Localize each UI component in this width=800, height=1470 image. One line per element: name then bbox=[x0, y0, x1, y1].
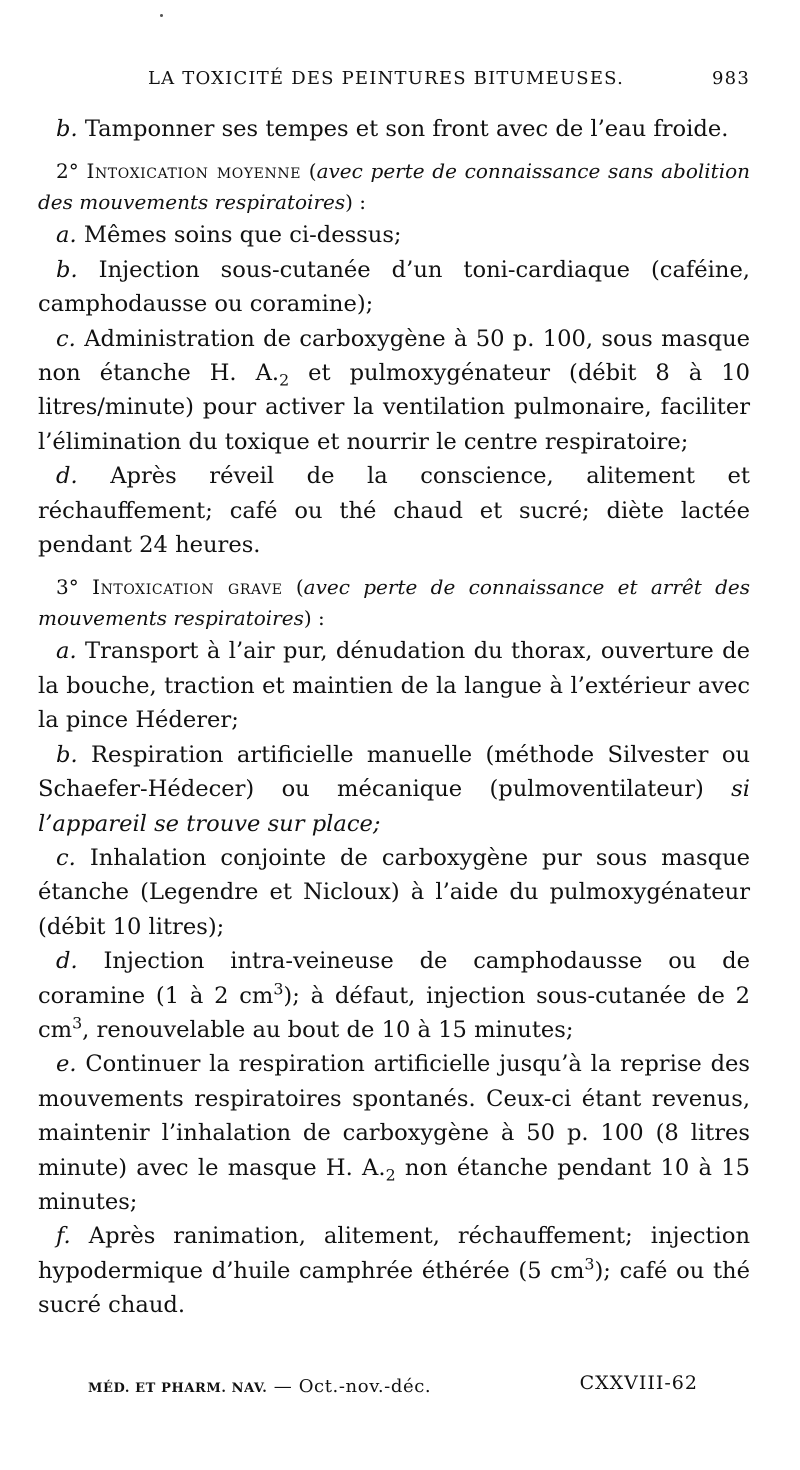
item-3d bbox=[38, 944, 750, 1047]
item-label: f. bbox=[56, 1223, 71, 1250]
colon: : bbox=[352, 190, 367, 215]
page-footer bbox=[38, 1372, 750, 1402]
item-text-cont: , renouvelable au bout de 10 à 15 minutes; bbox=[82, 1016, 574, 1043]
running-title: LA TOXICITÉ DES PEINTURES BITUMEUSES. bbox=[148, 68, 624, 89]
paren-open: ( bbox=[295, 575, 304, 600]
item-text: Tamponner ses tempes et son front avec de l’eau froide. bbox=[84, 116, 729, 142]
footer-dash: — bbox=[267, 1376, 299, 1397]
page-number: 983 bbox=[712, 68, 750, 89]
item-3a bbox=[38, 634, 750, 737]
superscript: 3 bbox=[72, 1013, 83, 1033]
print-speck bbox=[160, 14, 163, 17]
paren-close: ) bbox=[345, 190, 353, 215]
item-label: c. bbox=[56, 844, 76, 871]
journal-abbr: MÉD. ET PHARM. NAV. bbox=[88, 1381, 268, 1396]
paren-close: ) bbox=[303, 606, 312, 631]
item-text: Inhalation conjointe de carboxygène pur sous masque étanche (Legendre et Nicloux) à l’aide du pulmoxygénateur (débit 10 litres); bbox=[38, 844, 750, 940]
section-title: Intoxication grave bbox=[92, 575, 283, 600]
item-2c bbox=[38, 322, 750, 460]
issue-date: Oct.-nov.-déc. bbox=[298, 1376, 432, 1397]
item-text: Administration de carboxygène à 50 p. 100, sous masque non étanche H. A. bbox=[38, 325, 750, 387]
item-text-cont: non étanche pendant 10 à 15 minutes; bbox=[38, 1154, 751, 1215]
superscript: 3 bbox=[273, 979, 284, 998]
subscript: 2 bbox=[385, 1165, 396, 1185]
section-heading-severe bbox=[38, 572, 750, 634]
item-text: Injection intra-veineuse de camphodausse ou de coramine (1 à 2 cm bbox=[38, 948, 750, 1009]
item-label: b. bbox=[56, 741, 78, 768]
section-number: 3° bbox=[56, 575, 79, 600]
item-text-cont: ); café ou thé sucré chaud. bbox=[38, 1257, 750, 1319]
page-header bbox=[38, 68, 750, 98]
document-page bbox=[38, 0, 750, 1470]
item-text: Après réveil de la conscience, alitement et réchauffement; café ou thé chaud et sucré; diète lactée pendant 24 heures. bbox=[38, 463, 751, 559]
signature-mark: CXXVIII-62 bbox=[579, 1372, 698, 1394]
item-label: a. bbox=[56, 638, 77, 665]
item-label: d. bbox=[56, 463, 78, 490]
superscript: 3 bbox=[584, 1254, 595, 1274]
item-text-cont: et pulmoxygénateur (débit 8 à 10 litres/minute) pour activer la ventilation pulmonaire, faciliter l’élimination du toxique et nourrir le centre respiratoire; bbox=[38, 360, 750, 455]
item-3f bbox=[38, 1219, 750, 1322]
journal-info bbox=[88, 1376, 431, 1397]
item-text: Respiration artificielle manuelle (méthode Silvester ou Schaefer-Hédecer) ou mécanique (pulmoventilateur) bbox=[38, 741, 750, 803]
body-text bbox=[38, 112, 750, 1323]
subscript: 2 bbox=[279, 370, 290, 390]
item-text-italic: si l’appareil se trouve sur place; bbox=[38, 776, 750, 837]
item-label: e. bbox=[56, 1051, 77, 1078]
item-3b bbox=[38, 738, 750, 841]
item-text: Continuer la respiration artificielle jusqu’à la reprise des mouvements respiratoires spontanés. Ceux-ci étant revenus, maintenir l’inhalation de carboxygène à 50 p. 100 (8 litres minute) avec le masque H. A. bbox=[38, 1051, 750, 1181]
section-title: Intoxication moyenne bbox=[86, 159, 302, 184]
item-text: Transport à l’air pur, dénudation du thorax, ouverture de la bouche, traction et maintien de la langue à l’extérieur avec la pince Héderer; bbox=[38, 638, 750, 734]
item-3e bbox=[38, 1047, 750, 1219]
item-2b bbox=[38, 253, 750, 322]
section-heading-moderate bbox=[38, 156, 750, 218]
paren-open: ( bbox=[308, 159, 317, 184]
item-text: Après ranimation, alitement, réchauffement; injection hypodermique d’huile camphrée éthérée (5 cm bbox=[38, 1223, 751, 1284]
item-b-cold-water bbox=[38, 112, 750, 146]
section-note: avec perte de connaissance sans abolition des mouvements respiratoires bbox=[38, 159, 751, 215]
section-number: 2° bbox=[56, 159, 79, 184]
item-label: a. bbox=[56, 222, 77, 249]
item-label: b. bbox=[56, 256, 78, 283]
item-3c bbox=[38, 841, 750, 944]
colon: : bbox=[311, 606, 325, 631]
item-label: b. bbox=[56, 116, 78, 142]
section-note: avec perte de connaissance et arrêt des mouvements respiratoires bbox=[38, 575, 750, 631]
item-text: Injection sous-cutanée d’un toni-cardiaque (caféine, camphodausse ou coramine); bbox=[38, 256, 750, 318]
item-label: d. bbox=[56, 948, 78, 975]
item-label: c. bbox=[56, 325, 76, 352]
item-text: Mêmes soins que ci-dessus; bbox=[83, 222, 402, 249]
item-2a bbox=[38, 218, 750, 252]
item-text-cont: ); à défaut, injection sous-cutanée de 2 cm bbox=[38, 982, 750, 1043]
item-2d bbox=[38, 459, 750, 562]
